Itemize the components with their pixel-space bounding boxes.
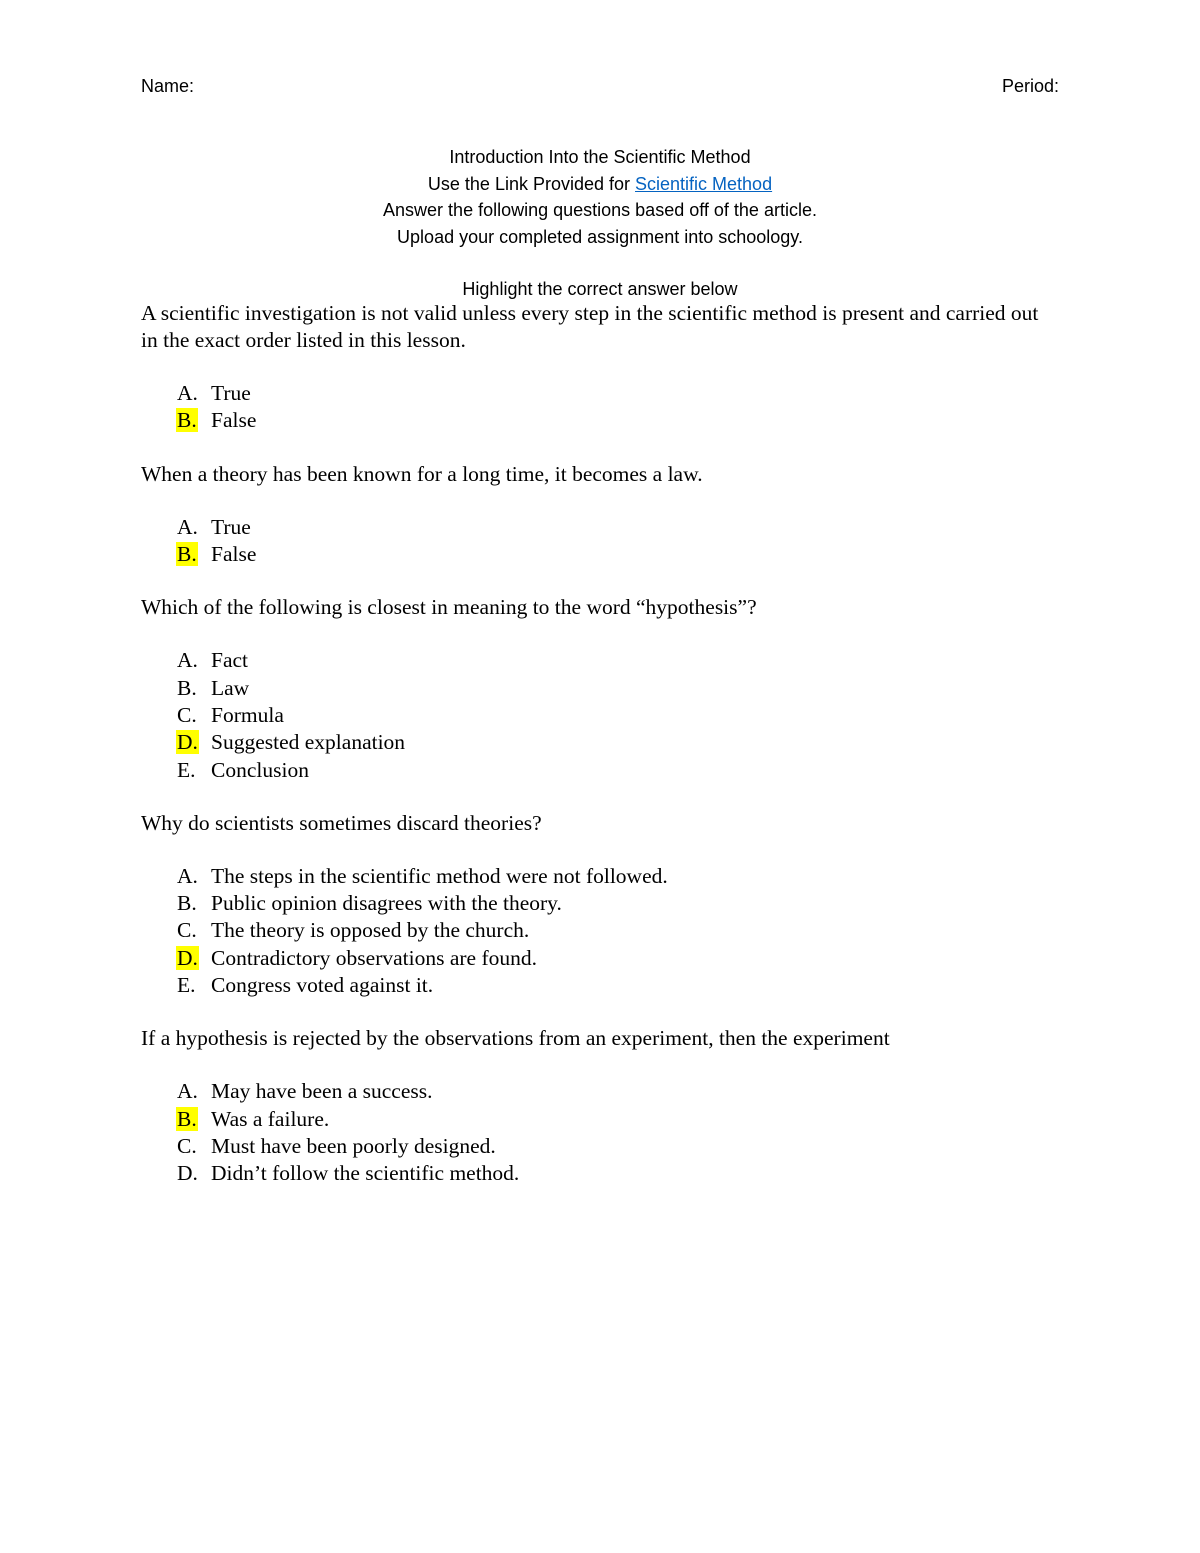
instruction-answer: Answer the following questions based off of the article. <box>383 200 817 220</box>
answer-option[interactable] <box>141 917 1051 944</box>
instruction-upload: Upload your completed assignment into schoology. <box>397 226 803 247</box>
option-text: Was a failure. <box>211 1106 330 1131</box>
header-row <box>141 74 1059 98</box>
scientific-method-link[interactable]: Scientific Method <box>635 173 773 194</box>
option-letter-wrap <box>141 407 211 434</box>
question-block <box>141 1025 1051 1187</box>
answer-option[interactable] <box>141 407 1051 434</box>
answer-option[interactable] <box>141 541 1051 568</box>
option-letter-wrap <box>141 647 211 674</box>
option-letter-wrap <box>141 1133 211 1160</box>
option-text: May have been a success. <box>211 1079 433 1104</box>
option-text: Must have been poorly designed. <box>211 1133 496 1158</box>
answer-option[interactable] <box>141 729 1051 756</box>
link-prefix: Use the Link Provided for <box>427 173 636 194</box>
option-text: Suggested explanation <box>211 730 406 755</box>
option-letter: C. <box>177 702 197 727</box>
option-text: Contradictory observations are found. <box>211 945 537 970</box>
option-text: Law <box>211 675 250 700</box>
intro-section <box>0 144 1200 303</box>
question-block <box>141 461 1051 569</box>
answer-option[interactable] <box>141 863 1051 890</box>
option-text: The steps in the scientific method were not followed. <box>211 863 668 888</box>
option-letter-wrap <box>141 702 211 729</box>
option-text: Conclusion <box>211 757 309 782</box>
intro-spacer <box>0 250 1200 276</box>
option-letter-wrap <box>141 863 211 890</box>
question-block <box>141 810 1051 999</box>
answer-option[interactable] <box>141 890 1051 917</box>
option-letter-wrap <box>141 380 211 407</box>
question-text: Why do scientists sometimes discard theories? <box>141 810 542 835</box>
option-text: The theory is opposed by the church. <box>211 918 530 943</box>
option-letter-wrap <box>141 541 211 568</box>
option-letter: C. <box>177 1133 197 1158</box>
highlighted-option-letter: B. <box>177 408 197 433</box>
option-letter-wrap <box>141 757 211 784</box>
period-label: Period: <box>1001 75 1059 96</box>
question-text: When a theory has been known for a long time, it becomes a law. <box>141 461 703 486</box>
option-text: Didn’t follow the scientific method. <box>211 1161 520 1186</box>
option-letter-wrap <box>141 945 211 972</box>
answer-option[interactable] <box>141 702 1051 729</box>
highlighted-option-letter: D. <box>177 730 198 755</box>
link-line <box>0 171 1200 198</box>
option-letter: E. <box>177 757 196 782</box>
option-letter-wrap <box>141 917 211 944</box>
question-block <box>141 594 1051 783</box>
option-letter: A. <box>177 648 198 673</box>
highlighted-option-letter: B. <box>177 1106 197 1131</box>
option-letter: D. <box>177 1161 198 1186</box>
highlighted-option-letter: B. <box>177 542 197 567</box>
answer-option[interactable] <box>141 1078 1051 1105</box>
option-text: True <box>211 514 251 539</box>
answer-option[interactable] <box>141 674 1051 701</box>
option-text: Public opinion disagrees with the theory. <box>211 891 562 916</box>
option-text: True <box>211 381 251 406</box>
answer-options <box>141 863 1051 999</box>
name-label: Name: <box>141 75 195 96</box>
option-letter-wrap <box>141 890 211 917</box>
option-letter: A. <box>177 1079 198 1104</box>
option-letter: A. <box>177 514 198 539</box>
answer-option[interactable] <box>141 945 1051 972</box>
answer-option[interactable] <box>141 1133 1051 1160</box>
answer-options <box>141 514 1051 569</box>
answer-options <box>141 380 1051 435</box>
option-letter: E. <box>177 973 196 997</box>
option-letter: A. <box>177 863 198 888</box>
answer-option[interactable] <box>141 972 1051 999</box>
answer-option[interactable] <box>141 514 1051 541</box>
option-text: Formula <box>211 702 284 727</box>
option-letter-wrap <box>141 972 211 999</box>
instruction-highlight: Highlight the correct answer below <box>462 279 738 299</box>
answer-options <box>141 647 1051 783</box>
answer-option[interactable] <box>141 380 1051 407</box>
question-text: Which of the following is closest in meaning to the word “hypothesis”? <box>141 595 757 620</box>
option-letter: A. <box>177 381 198 406</box>
option-letter-wrap <box>141 1106 211 1133</box>
questions-list <box>141 300 1051 1213</box>
answer-option[interactable] <box>141 1105 1051 1132</box>
option-letter: B. <box>177 891 197 916</box>
answer-options <box>141 1078 1051 1187</box>
option-text: Fact <box>211 648 249 673</box>
option-text: False <box>211 542 257 567</box>
option-text: False <box>211 408 257 433</box>
option-letter-wrap <box>141 729 211 756</box>
answer-option[interactable] <box>141 756 1051 783</box>
question-text: A scientific investigation is not valid unless every step in the scientific method is present and carried out in the exact order listed in this lesson. <box>141 301 1039 352</box>
option-letter-wrap <box>141 1160 211 1187</box>
question-block <box>141 300 1051 435</box>
option-text: Congress voted against it. <box>211 973 434 997</box>
option-letter: C. <box>177 918 197 943</box>
answer-option[interactable] <box>141 647 1051 674</box>
option-letter-wrap <box>141 675 211 702</box>
question-text: If a hypothesis is rejected by the observations from an experiment, then the experiment <box>141 1026 890 1051</box>
document-title: Introduction Into the Scientific Method <box>449 147 751 167</box>
option-letter-wrap <box>141 514 211 541</box>
option-letter-wrap <box>141 1078 211 1105</box>
option-letter: B. <box>177 675 197 700</box>
answer-option[interactable] <box>141 1160 1051 1187</box>
highlighted-option-letter: D. <box>177 945 198 970</box>
